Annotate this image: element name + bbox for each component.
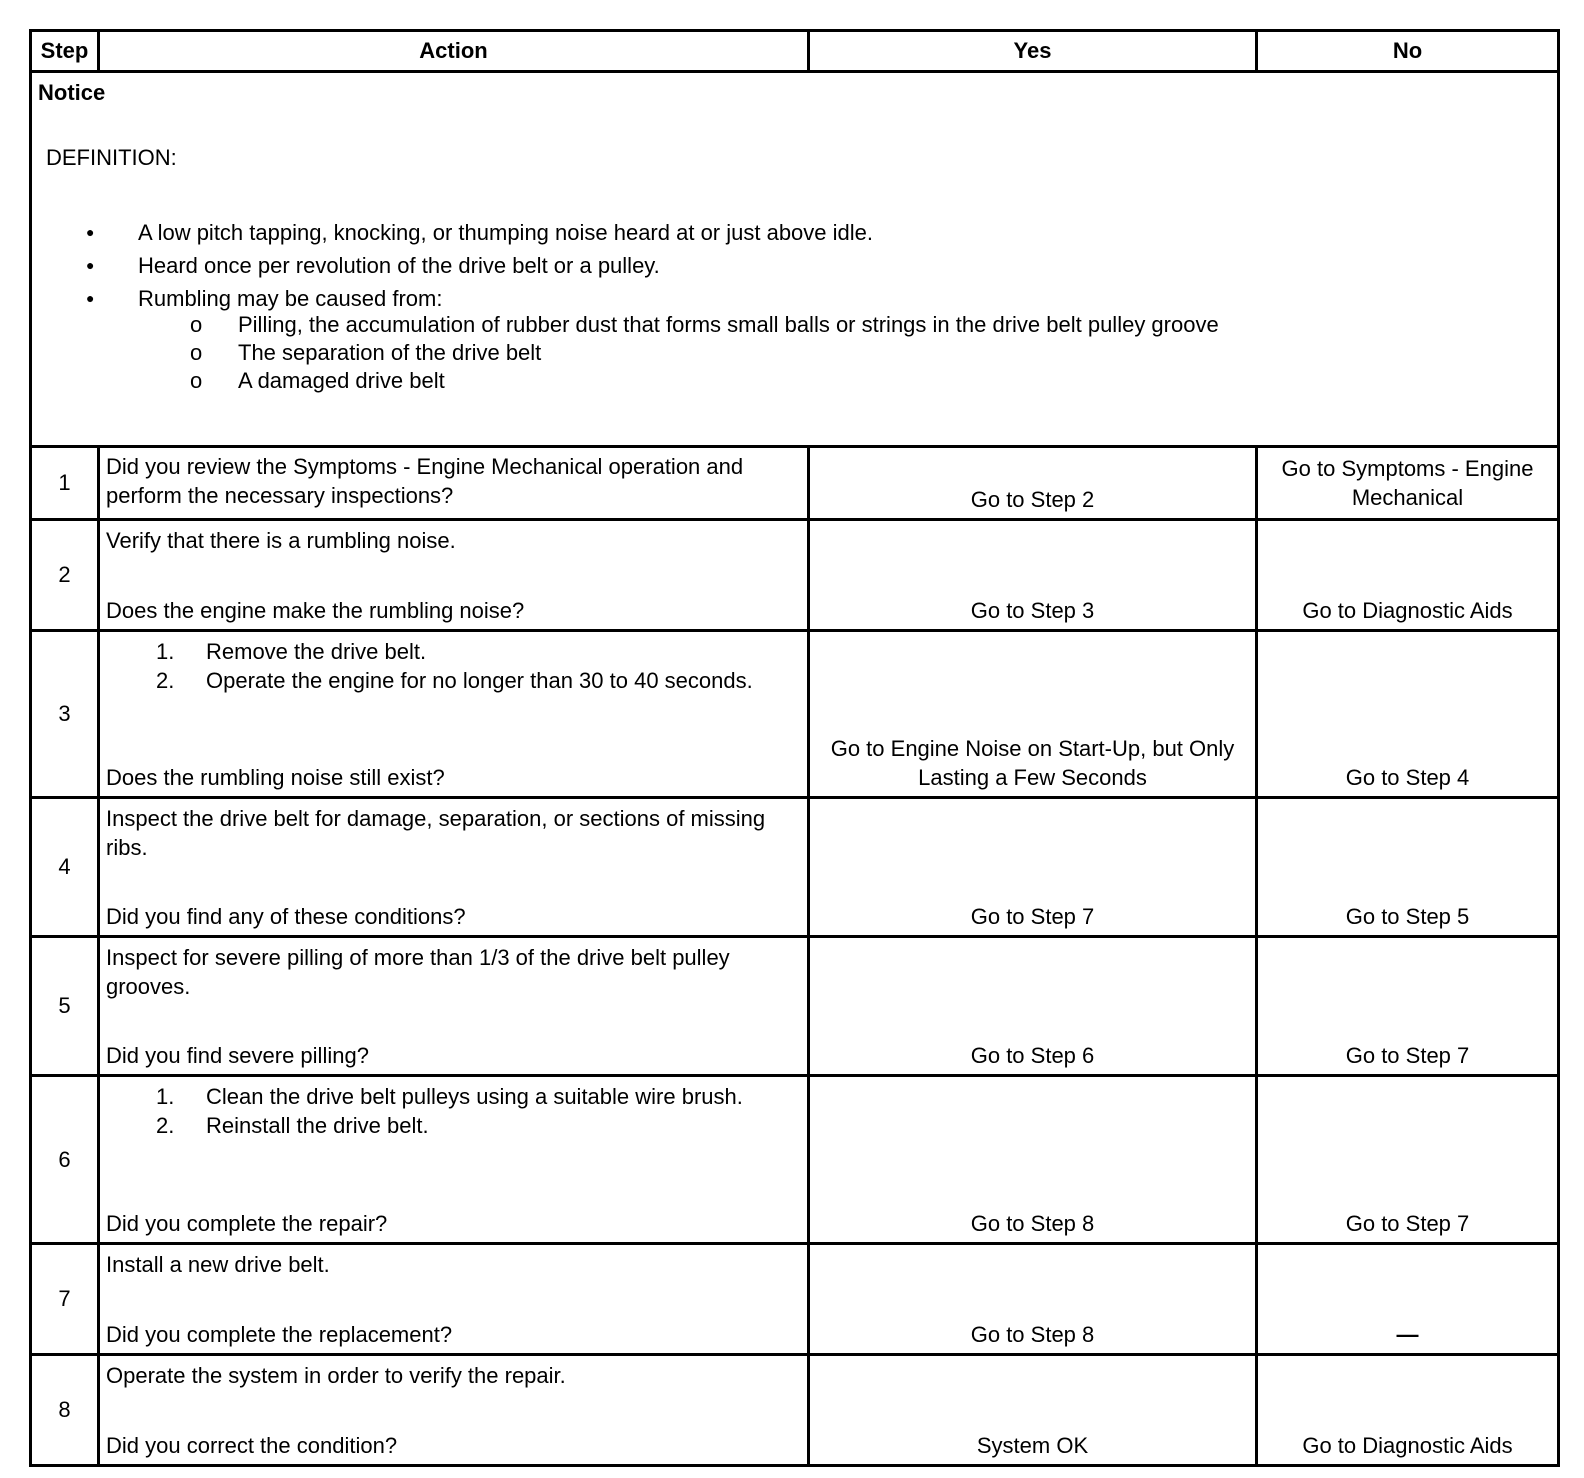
no-result: —: [1257, 1244, 1559, 1355]
table-row: [31, 1244, 1559, 1355]
table-row: [31, 937, 1559, 1076]
table-row: [31, 1076, 1559, 1244]
header-yes: Yes: [809, 31, 1257, 72]
sub-bullet-item: o The separation of the drive belt: [138, 339, 1551, 367]
bullet-text: Rumbling may be caused from:: [138, 286, 443, 311]
action-question: Did you find severe pilling?: [106, 1043, 369, 1068]
action-question: Does the engine make the rumbling noise?: [106, 598, 525, 623]
list-item: [106, 1082, 801, 1111]
table-row: [31, 798, 1559, 937]
list-number: 1.: [156, 639, 175, 664]
action-text: Install a new drive belt.: [106, 1252, 330, 1277]
bullet-item: ● A low pitch tapping, knocking, or thumping noise heard at or just above idle.: [38, 216, 1551, 249]
action-text: Did you review the Symptoms - Engine Mechanical operation and perform the necessary inspections?: [106, 454, 744, 508]
no-result: Go to Step 5: [1257, 798, 1559, 937]
action-question: Did you complete the repair?: [106, 1211, 388, 1236]
step-number: 5: [31, 937, 99, 1076]
header-step: Step: [31, 31, 99, 72]
list-item: [106, 637, 801, 666]
sub-bullets: [138, 311, 1551, 395]
header-row: [31, 31, 1559, 72]
action-text: Inspect for severe pilling of more than 1/3 of the drive belt pulley grooves.: [106, 945, 730, 999]
action-steps: [106, 637, 801, 695]
action-cell: [99, 1355, 809, 1466]
step-number: 3: [31, 631, 99, 798]
list-text: Reinstall the drive belt.: [206, 1113, 429, 1138]
table-row: [31, 520, 1559, 631]
action-cell: [99, 937, 809, 1076]
action-question: Did you find any of these conditions?: [106, 904, 466, 929]
definition-label: DEFINITION:: [46, 145, 177, 170]
table-row: [31, 631, 1559, 798]
sub-bullet-item: o A damaged drive belt: [138, 367, 1551, 395]
header-no: No: [1257, 31, 1559, 72]
action-text: Inspect the drive belt for damage, separation, or sections of missing ribs.: [106, 806, 766, 860]
no-result: Go to Diagnostic Aids: [1257, 1355, 1559, 1466]
sub-bullet-item: o Pilling, the accumulation of rubber dust that forms small balls or strings in the drive belt pulley groove: [138, 311, 1551, 339]
action-cell: [99, 520, 809, 631]
yes-result: Go to Step 8: [809, 1244, 1257, 1355]
no-result: Go to Step 7: [1257, 1076, 1559, 1244]
step-number: 7: [31, 1244, 99, 1355]
no-result: Go to Step 4: [1257, 631, 1559, 798]
no-result: Go to Symptoms - Engine Mechanical: [1257, 447, 1559, 520]
list-item: [106, 1111, 801, 1140]
action-cell: [99, 1076, 809, 1244]
action-text: Operate the system in order to verify the repair.: [106, 1363, 566, 1388]
step-number: 6: [31, 1076, 99, 1244]
yes-result: Go to Step 7: [809, 798, 1257, 937]
list-text: Clean the drive belt pulleys using a suitable wire brush.: [206, 1084, 743, 1109]
yes-result: Go to Engine Noise on Start-Up, but Only Lasting a Few Seconds: [809, 631, 1257, 798]
action-cell: [99, 447, 809, 520]
list-text: Remove the drive belt.: [206, 639, 427, 664]
yes-result: Go to Step 8: [809, 1076, 1257, 1244]
notice-row: [31, 72, 1559, 447]
action-cell: [99, 1244, 809, 1355]
table-row: [31, 1355, 1559, 1466]
step-number: 4: [31, 798, 99, 937]
header-action: Action: [99, 31, 809, 72]
yes-result: Go to Step 3: [809, 520, 1257, 631]
list-text: Operate the engine for no longer than 30 to 40 seconds.: [206, 668, 753, 693]
list-number: 2.: [156, 668, 175, 693]
diagnostic-table: [29, 29, 1560, 1467]
no-result: Go to Diagnostic Aids: [1257, 520, 1559, 631]
action-steps: [106, 1082, 801, 1140]
yes-result: Go to Step 2: [809, 447, 1257, 520]
list-number: 2.: [156, 1113, 175, 1138]
step-number: 1: [31, 447, 99, 520]
notice-title: Notice: [38, 80, 106, 105]
action-cell: [99, 798, 809, 937]
action-question: Does the rumbling noise still exist?: [106, 765, 445, 790]
yes-result: Go to Step 6: [809, 937, 1257, 1076]
bullet-item: [38, 282, 1551, 395]
definition-bullets: [38, 216, 1551, 395]
step-number: 8: [31, 1355, 99, 1466]
list-number: 1.: [156, 1084, 175, 1109]
list-item: [106, 666, 801, 695]
action-cell: [99, 631, 809, 798]
yes-result: System OK: [809, 1355, 1257, 1466]
bullet-item: ● Heard once per revolution of the drive belt or a pulley.: [38, 249, 1551, 282]
notice-cell: [31, 72, 1559, 447]
action-text: Verify that there is a rumbling noise.: [106, 528, 456, 553]
table-row: [31, 447, 1559, 520]
no-result: Go to Step 7: [1257, 937, 1559, 1076]
step-number: 2: [31, 520, 99, 631]
action-question: Did you correct the condition?: [106, 1433, 398, 1458]
action-question: Did you complete the replacement?: [106, 1322, 453, 1347]
